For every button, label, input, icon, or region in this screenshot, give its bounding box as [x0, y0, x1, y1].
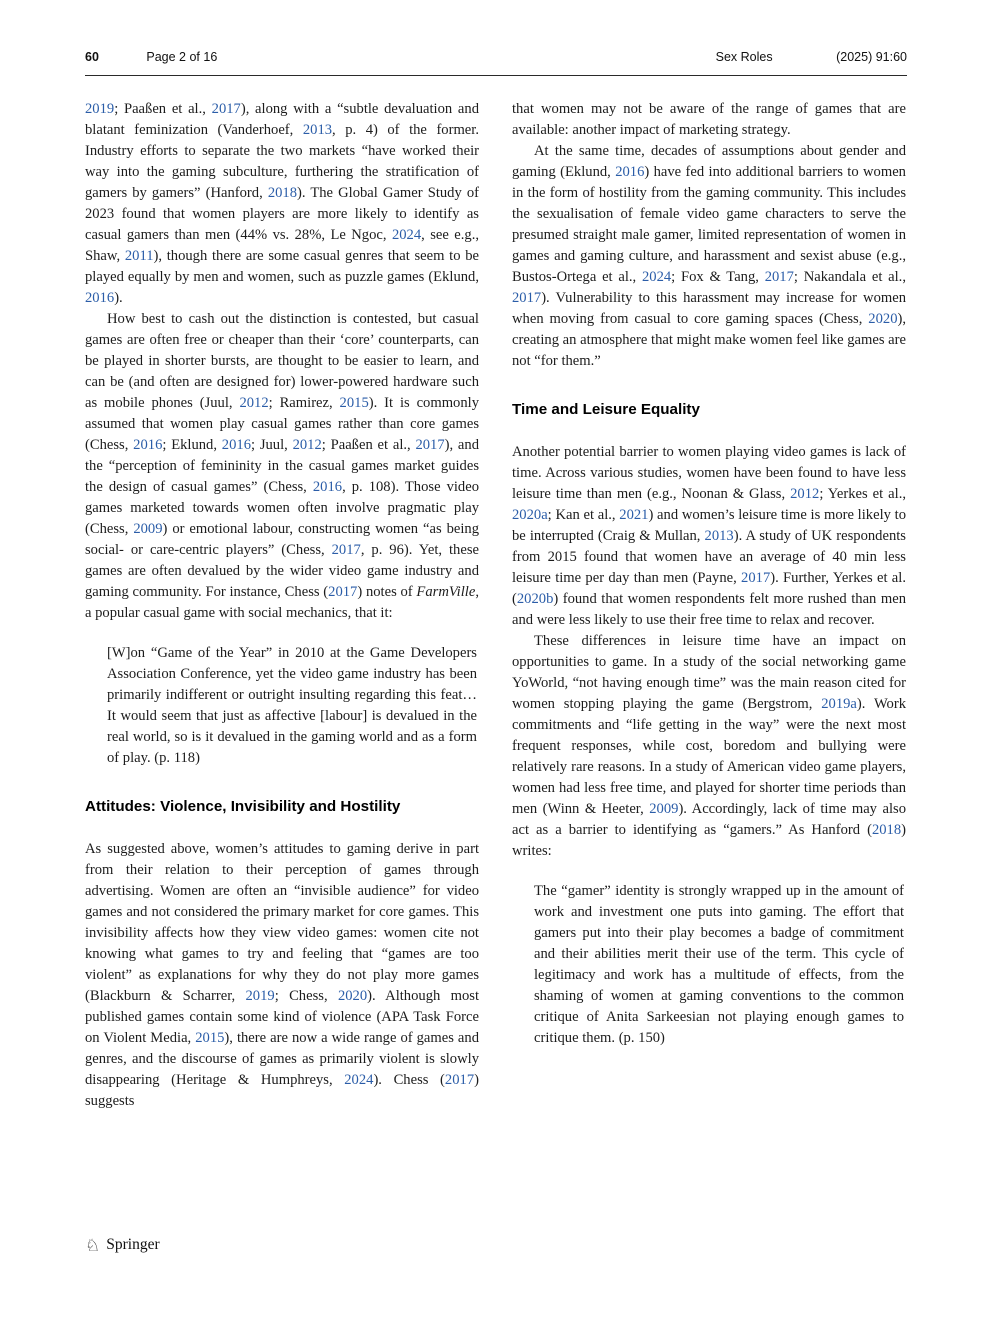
citation-link[interactable]: 2017: [211, 101, 241, 117]
citation-link[interactable]: 2017: [512, 290, 542, 306]
citation-link[interactable]: 2019: [245, 987, 275, 1004]
citation-link[interactable]: 2012: [790, 485, 820, 502]
page-header: [85, 50, 907, 64]
citation-link[interactable]: 2015: [339, 395, 369, 411]
citation-link[interactable]: 2019a: [821, 695, 857, 712]
citation-link[interactable]: 2019: [85, 101, 115, 117]
citation-link[interactable]: 2009: [133, 521, 163, 537]
left-column: [85, 99, 479, 1112]
citation-link[interactable]: 2009: [649, 800, 679, 817]
citation-link[interactable]: 2020b: [516, 590, 554, 607]
citation-link[interactable]: 2011: [124, 248, 154, 264]
citation-link[interactable]: 2017: [741, 569, 771, 586]
publisher-name: Springer: [106, 1236, 160, 1253]
section-heading: Attitudes: Violence, Invisibility and Hostility: [85, 798, 401, 815]
citation-link[interactable]: 2015: [195, 1029, 225, 1046]
citation-link[interactable]: 2012: [239, 395, 269, 411]
citation-link[interactable]: 2024: [344, 1071, 374, 1088]
citation-link[interactable]: 2013: [704, 527, 734, 544]
citation-link[interactable]: 2020a: [512, 506, 548, 523]
citation-link[interactable]: 2024: [641, 269, 672, 285]
citation-link[interactable]: 2013: [302, 122, 333, 138]
paragraph: At the same time, decades of assumptions about gender and gaming (Eklund, 2016) have fed into additional barriers to women in the form of hostility from the gaming community. This includes the sexualisation of female video game characters to serve the presumed straight male gamer, limited representation of women in games and gaming culture, and harassment and sexist abuse (e.g., Bustos-Ortega et al., 2024; Fox & Tang, 2017; Nakandala et al., 2017). Vulnerability to this harassment may increase for women when moving from casual to core gaming spaces (Chess, 2020), creating an atmosphere that might make women feel like games are not “for them.”: [512, 143, 906, 369]
header-right: [716, 50, 907, 64]
citation-link[interactable]: 2012: [292, 437, 322, 453]
paragraph: that women may not be aware of the range of games that are available: another impact of marketing strategy.: [512, 101, 906, 138]
block-quote: [W]on “Game of the Year” in 2010 at the Game Developers Association Conference, yet the video game industry has been primarily indifferent or outright insulting regarding this feat… It would seem that just as affective [labour] is devalued in the real world, so is it devalued in the gaming world and as a form of play. (p. 118): [107, 645, 477, 766]
citation-link[interactable]: 2020: [337, 987, 368, 1004]
springer-knight-icon: ♘: [85, 1235, 101, 1255]
citation-link[interactable]: 2018: [871, 821, 902, 838]
paragraph: These differences in leisure time have an impact on opportunities to game. In a study of the social networking game YoWorld, “not having enough time” was the main reason cited for women stopping playing the game (Bergstrom, 2019a). Work commitments and “life getting in the way” were the next most frequent responses, while cost, boredom and bullying were relatively rare reasons. In a study of American video game players, women had less free time, and played for shorter time periods than men (Winn & Heeter, 2009). Accordingly, lack of time may also act as a barrier to identifying as “gamers.” As Hanford (2018) writes:: [512, 632, 907, 859]
issue-info: (2025) 91:60: [836, 50, 907, 64]
citation-link[interactable]: 2017: [331, 542, 361, 558]
italic-title: FarmVille: [416, 584, 476, 600]
block-quote: The “gamer” identity is strongly wrapped up in the amount of work and investment one puts into gaming. The effort that gamers put into their play becomes a badge of commitment and their abilities merit their use of the term. This cycle of legitimacy and work has a multitude of effects, from the shaming of women at gaming conventions to the common critique of Anita Sarkeesian not playing enough games to critique them. (p. 150): [534, 882, 904, 1046]
citation-link[interactable]: 2018: [267, 185, 298, 201]
citation-link[interactable]: 2016: [221, 437, 251, 453]
citation-link[interactable]: 2017: [415, 437, 445, 453]
paragraph: 2019; Paaßen et al., 2017), along with a “subtle devaluation and blatant feminization (Vanderhoef, 2013, p. 4) of the former. Industry efforts to separate the two markets “have worked their way into the gaming subculture, furthering the stratification of gamers by gamers” (Hanford, 2018). The Global Gamer Study of 2023 found that women players are more likely to identify as casual gamers than men (44% vs. 28%, Le Ngoc, 2024, see e.g., Shaw, 2011), though there are some casual genres that seem to be played equally by men and women, such as puzzle games (Eklund, 2016).: [85, 101, 480, 306]
citation-link[interactable]: 2024: [391, 227, 422, 243]
citation-link[interactable]: 2017: [764, 269, 794, 285]
paragraph: Another potential barrier to women playing video games is lack of time. Across various studies, women have been found to have less leisure time than men (e.g., Noonan & Glass, 2012; Yerkes et al., 2020a; Kan et al., 2021) and women’s leisure time is more likely to be interrupted (Craig & Mullan, 2013). A study of UK respondents from 2015 found that women have an average of 40 min less leisure time per day than men (Payne, 2017). Further, Yerkes et al. (2020b) found that women respondents felt more rushed than men and were less likely to use their free time to relax and recover.: [512, 443, 906, 628]
citation-link[interactable]: 2021: [619, 506, 649, 523]
citation-link[interactable]: 2016: [615, 164, 645, 180]
citation-link[interactable]: 2017: [444, 1071, 475, 1088]
citation-link[interactable]: 2017: [328, 584, 358, 600]
citation-link[interactable]: 2016: [312, 479, 343, 495]
article-body: [85, 99, 907, 1112]
paragraph: How best to cash out the distinction is contested, but casual games are often free or cheaper than their ‘core’ counterparts, can be played in shorter bursts, are thought to be easier to learn, and can be (and often are designed for) lower-powered hardware such as mobile phones (Juul, 2012; Ramirez, 2015). It is commonly assumed that women play casual games rather than core games (Chess, 2016; Eklund, 2016; Juul, 2012; Paaßen et al., 2017), and the “perception of femininity in the casual games market guides the design of casual games” (Chess, 2016, p. 108). Those video games marketed towards women often involve pragmatic play (Chess, 2009) or emotional labour, constructing women “as being social- or care-centric players” (Chess, 2017, p. 96). Yet, these games are often devalued by the wider video game industry and gaming community. For instance, Chess (2017) notes of FarmVille, a popular casual game with social mechanics, that it:: [85, 311, 480, 621]
header-divider: [85, 75, 907, 76]
page-footer: [85, 1236, 160, 1254]
paragraph: As suggested above, women’s attitudes to gaming derive in part from their relation to their perception of games through advertising. Women are often an “invisible audience” for video games and not considered the primary market for core games. This invisibility affects how they view video games: women cite not knowing what games to try and feeling that “games are too violent” as explanations for why they do not play more games (Blackburn & Scharrer, 2019; Chess, 2020). Although most published games contain some kind of violence (APA Task Force on Violent Media, 2015), there are now a wide range of games and genres, and the discourse of games as primarily violent is slowly disappearing (Heritage & Humphreys, 2024). Chess (2017) suggests: [85, 840, 480, 1109]
citation-link[interactable]: 2016: [85, 290, 115, 306]
page-number-label: Page 2 of 16: [146, 50, 218, 64]
right-column: [512, 99, 906, 1112]
citation-link[interactable]: 2016: [133, 437, 163, 453]
header-left: [85, 50, 217, 64]
journal-name: Sex Roles: [715, 50, 773, 64]
article-number: 60: [85, 50, 99, 64]
section-heading: Time and Leisure Equality: [512, 401, 700, 418]
citation-link[interactable]: 2020: [868, 311, 898, 327]
